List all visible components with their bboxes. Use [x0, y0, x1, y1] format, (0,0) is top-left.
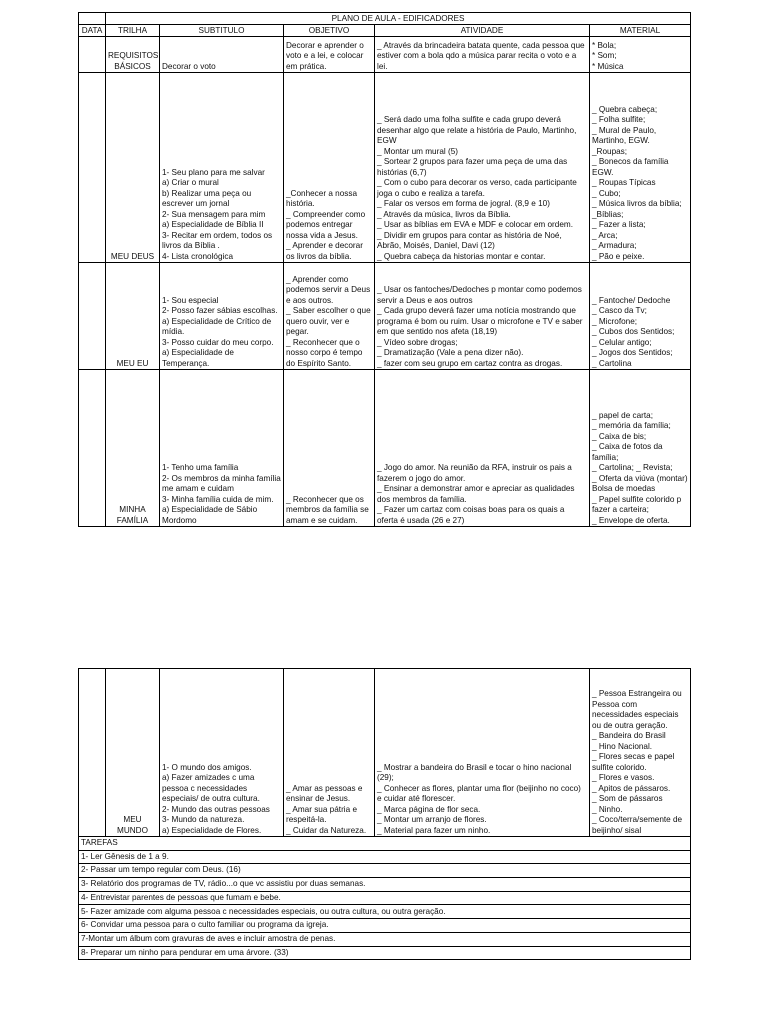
trilha-cell: MEU MUNDO [106, 669, 160, 837]
table-row [79, 73, 691, 263]
plan-title: PLANO DE AULA - EDIFICADORES [106, 13, 691, 25]
task-item: 1- Ler Gênesis de 1 a 9. [79, 850, 691, 864]
atividade-cell: _ Usar os fantoches/Dedoches p montar como podemos servir a Deus e aos outros _ Cada grupo deverá fazer uma notícia mostrando que programa é bom ou ruim. Usar o microfone e TV e saber em que sentido nos afeta (18,19) _ Vídeo sobre drogas; _ Dramatização (Vale a pena dizer não). _ fazer com seu grupo em cartaz contra as drogas. [375, 263, 590, 370]
objetivo-cell: _Conhecer a nossa história. _ Compreender como podemos entregar nossa vida a Jesus. _ Aprender e decorar os livros da bíblia. [284, 73, 375, 263]
objetivo-cell: Decorar e aprender o voto e a lei, e colocar em prática. [284, 37, 375, 73]
task-item: 6- Convidar uma pessoa para o culto familiar ou programa da igreja. [79, 919, 691, 933]
material-cell: _ Pessoa Estrangeira ou Pessoa com necessidades especiais ou de outra geração. _ Bandeira do Brasil _ Hino Nacional. _ Flores secas e papel sulfite colorido. _ Flores e vasos. _ Apitos de pássaros. _ Som de pássaros _ Ninho. _ Coco/terra/semente de beijinho/ sisal [590, 669, 691, 837]
date-cell [79, 370, 106, 527]
lesson-plan-table [78, 12, 691, 527]
trilha-cell: MEU DEUS [106, 73, 160, 263]
tarefas-header: TAREFAS [79, 837, 691, 851]
subtitulo-cell: 1- O mundo dos amigos. a) Fazer amizades c uma pessoa c necessidades especiais/ de outra cultura. 2- Mundo das outras pessoas 3- Mundo da natureza. a) Especialidade de Flores. [160, 669, 284, 837]
subtitulo-cell: 1- Tenho uma família 2- Os membros da minha família me amam e cuidam 3- Minha família cuida de mim. a) Especialidade de Sábio Mordomo [160, 370, 284, 527]
header-trilha: TRILHA [106, 25, 160, 37]
subtitulo-cell: Decorar o voto [160, 37, 284, 73]
trilha-cell: REQUISITOS BÁSICOS [106, 37, 160, 73]
material-cell: * Bola; * Som; * Música [590, 37, 691, 73]
trilha-cell: MEU EU [106, 263, 160, 370]
task-item: 2- Passar um tempo regular com Deus. (16) [79, 864, 691, 878]
material-cell: _ Fantoche/ Dedoche _ Casco da Tv; _ Microfone; _ Cubos dos Sentidos; _ Celular antigo; _ Jogos dos Sentidos; _ Cartolina [590, 263, 691, 370]
header-data: DATA [79, 25, 106, 37]
header-material: MATERIAL [590, 25, 691, 37]
atividade-cell: _ Mostrar a bandeira do Brasil e tocar o hino nacional (29); _ Conhecer as flores, plantar uma flor (beijinho no coco) e cuidar até florescer. _ Marca página de flor seca. _ Montar um arranjo de flores. _ Material para fazer um ninho. [375, 669, 590, 837]
table-row [79, 370, 691, 527]
atividade-cell: _ Através da brincadeira batata quente, cada pessoa que estiver com a bola qdo a música parar recita o voto e a lei. [375, 37, 590, 73]
table-row [79, 37, 691, 73]
objetivo-cell: _ Reconhecer que os membros da família se amam e se cuidam. [284, 370, 375, 527]
atividade-cell: _ Será dado uma folha sulfite e cada grupo deverá desenhar algo que relate a história de Paulo, Martinho, EGW _ Montar um mural (5) _ Sortear 2 grupos para fazer uma peça de uma das histórias (6,7) _ Com o cubo para decorar os verso, cada participante joga o cubo e realiza a tarefa. _ Falar os versos em forma de jogral. (8,9 e 10) _ Através da música, livros da Bíblia. _ Usar as bíblias em EVA e MDF e colocar em ordem. _ Dividir em grupos para contar as história de Noé, Abrão, Moisés, Daniel, Davi (12) _ Quebra cabeça da historias montar e contar. [375, 73, 590, 263]
task-item: 3- Relatório dos programas de TV, rádio...o que vc assistiu por duas semanas. [79, 878, 691, 892]
table-row [79, 263, 691, 370]
material-cell: _ Quebra cabeça; _ Folha sulfite; _ Mural de Paulo, Martinho, EGW. _Roupas; _ Bonecos da família EGW. _ Roupas Típicas _ Cubo; _ Música livros da bíblia; _Bíblias; _ Fazer a lista; _ Arca; _ Armadura; _ Pão e peixe. [590, 73, 691, 263]
objetivo-cell: _ Aprender como podemos servir a Deus e aos outros. _ Saber escolher o que quero ouvir, ver e pegar. _ Reconhecer que o nosso corpo é tempo do Espírito Santo. [284, 263, 375, 370]
objetivo-cell: _ Amar as pessoas e ensinar de Jesus. _ Amar sua pátria e respeitá-la. _ Cuidar da Natureza. [284, 669, 375, 837]
header-objetivo: OBJETIVO [284, 25, 375, 37]
table-row [79, 669, 691, 837]
material-cell: _ papel de carta; _ memória da família; _ Caixa de bis; _ Caixa de fotos da família; _ Cartolina; _ Revista; _ Oferta da viúva (montar) Bolsa de moedas _ Papel sulfite colorido p fazer a carteira; _ Envelope de oferta. [590, 370, 691, 527]
date-cell [79, 263, 106, 370]
subtitulo-cell: 1- Sou especial 2- Posso fazer sábias escolhas. a) Especialidade de Crítico de mídia. 3- Posso cuidar do meu corpo. a) Especialidade de Temperança. [160, 263, 284, 370]
header-atividade: ATIVIDADE [375, 25, 590, 37]
subtitulo-cell: 1- Seu plano para me salvar a) Criar o mural b) Realizar uma peça ou escrever um jornal 2- Sua mensagem para mim a) Especialidade de Bíblia II 3- Recitar em ordem, todos os livros da Bíblia . 4- Lista cronológica [160, 73, 284, 263]
date-cell [79, 37, 106, 73]
task-item: 7-Montar um álbum com gravuras de aves e incluir amostra de penas. [79, 932, 691, 946]
atividade-cell: _ Jogo do amor. Na reunião da RFA, instruir os pais a fazerem o jogo do amor. _ Ensinar a demonstrar amor e apreciar as qualidades dos membros da família. _ Fazer um cartaz com coisas boas para os quais a oferta é usada (26 e 27) [375, 370, 590, 527]
task-item: 5- Fazer amizade com alguma pessoa c necessidades especiais, ou outra cultura, ou outra geração. [79, 905, 691, 919]
title-blank-cell [79, 13, 106, 25]
task-item: 4- Entrevistar parentes de pessoas que fumam e bebe. [79, 891, 691, 905]
date-cell [79, 669, 106, 837]
trilha-cell: MINHA FAMÍLIA [106, 370, 160, 527]
task-item: 8- Preparar um ninho para pendurar em uma árvore. (33) [79, 946, 691, 960]
lesson-plan-table-continued [78, 668, 691, 960]
date-cell [79, 73, 106, 263]
header-subtitulo: SUBTITULO [160, 25, 284, 37]
